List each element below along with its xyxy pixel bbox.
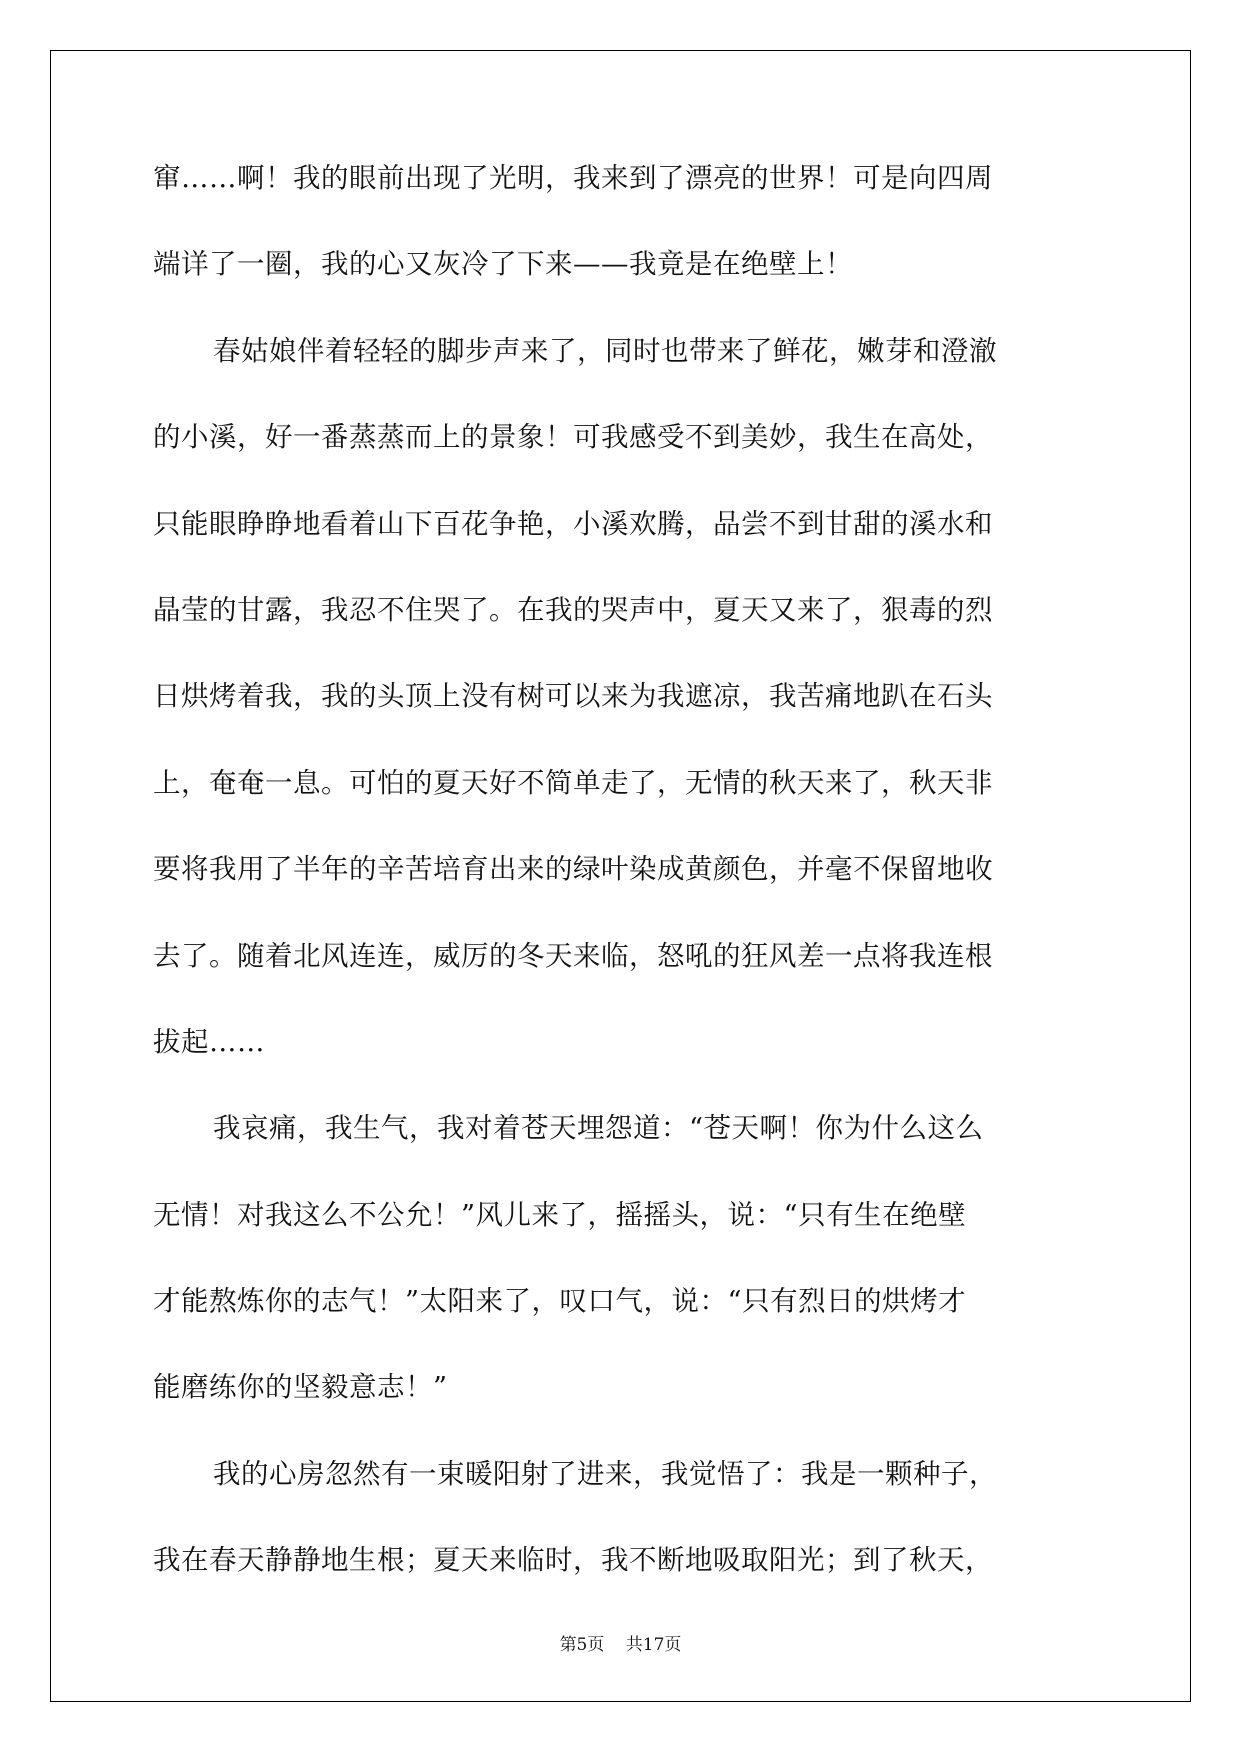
- text-line: 我的心房忽然有一束暖阳射了进来，我觉悟了：我是一颗种子，: [213, 1457, 997, 1490]
- text-line: 能磨练你的坚毅意志！”: [153, 1371, 448, 1404]
- page-number: 第5页: [559, 1635, 605, 1655]
- page-total: 共17页: [625, 1635, 682, 1655]
- text-line: 窜……啊！我的眼前出现了光明，我来到了漂亮的世界！可是向四周: [153, 162, 993, 194]
- text-line: 日烘烤着我，我的头顶上没有树可以来为我遮凉，我苦痛地趴在石头: [153, 680, 993, 713]
- text-line: 的小溪，好一番蒸蒸而上的景象！可我感受不到美妙，我生在高处，: [153, 421, 993, 454]
- text-line: 无情！对我这么不公允！”风儿来了，摇摇头，说：“只有生在绝壁: [153, 1198, 967, 1231]
- text-line: 上，奄奄一息。可怕的夏天好不简单走了，无情的秋天来了，秋天非: [153, 766, 993, 799]
- text-line: 要将我用了半年的辛苦培育出来的绿叶染成黄颜色，并毫不保留地收: [153, 853, 993, 886]
- text-line: 才能熬炼你的志气！”太阳来了，叹口气，说：“只有烈日的烘烤才: [153, 1285, 967, 1318]
- text-line: 只能眼睁睁地看着山下百花争艳，小溪欢腾，品尝不到甘甜的溪水和: [153, 507, 993, 540]
- text-line: 晶莹的甘露，我忍不住哭了。在我的哭声中，夏天又来了，狠毒的烈: [153, 593, 993, 626]
- text-line: 去了。随着北风连连，威厉的冬天来临，怒吼的狂风差一点将我连根: [153, 939, 993, 972]
- text-line: 春姑娘伴着轻轻的脚步声来了，同时也带来了鲜花，嫩芽和澄澈: [213, 334, 997, 367]
- page-footer: [0, 1630, 1241, 1655]
- text-line: 我在春天静静地生根；夏天来临时，我不断地吸取阳光；到了秋天，: [153, 1544, 993, 1577]
- text-line: 拔起……: [153, 1025, 265, 1058]
- text-line: 我哀痛，我生气，我对着苍天埋怨道：“苍天啊！你为什么这么: [213, 1112, 984, 1145]
- text-line: 端详了一圈，我的心又灰冷了下来——我竟是在绝壁上！: [153, 248, 853, 281]
- document-body: [153, 158, 1088, 1627]
